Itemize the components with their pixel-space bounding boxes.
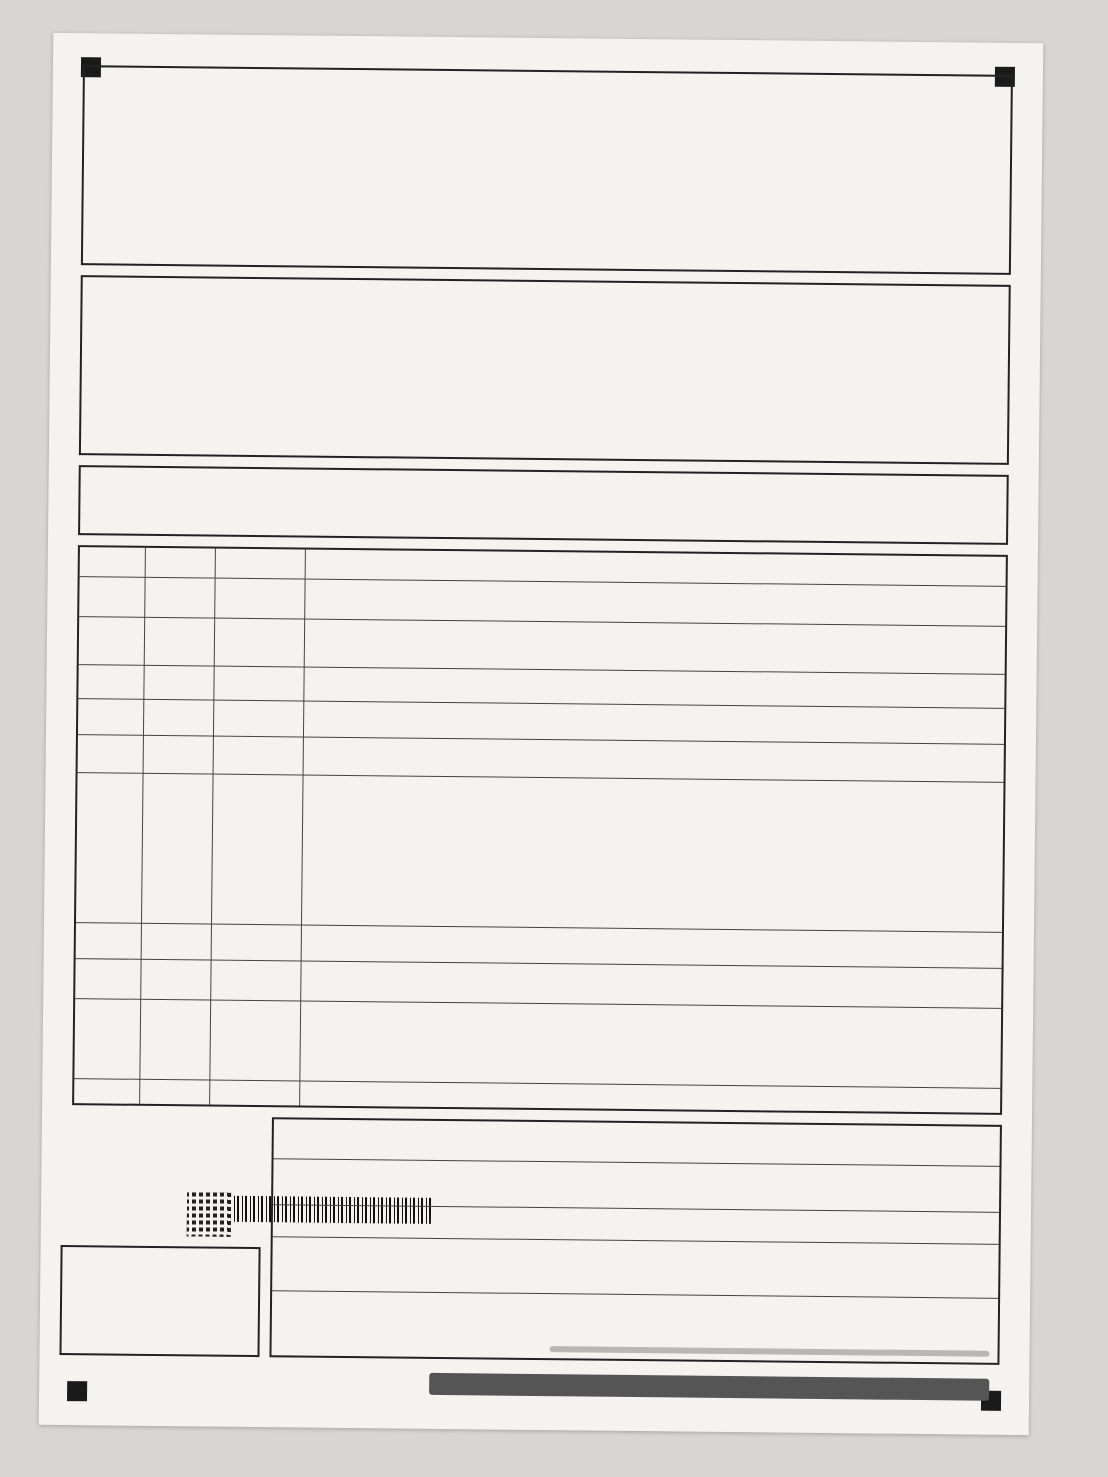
title-block — [429, 1373, 989, 1401]
qr-code — [187, 1192, 231, 1236]
applicant-info-box — [269, 1117, 1001, 1365]
registration-mark — [67, 1381, 87, 1401]
form-content-upside-down — [39, 33, 1044, 1435]
vaccination-record-box — [81, 65, 1013, 275]
form-sheet — [39, 33, 1044, 1435]
doctor-explanation-box — [78, 465, 1009, 545]
vaccination-consent-box — [79, 275, 1011, 465]
questionnaire-table — [72, 545, 1008, 1115]
ticket-info-box — [59, 1245, 260, 1357]
